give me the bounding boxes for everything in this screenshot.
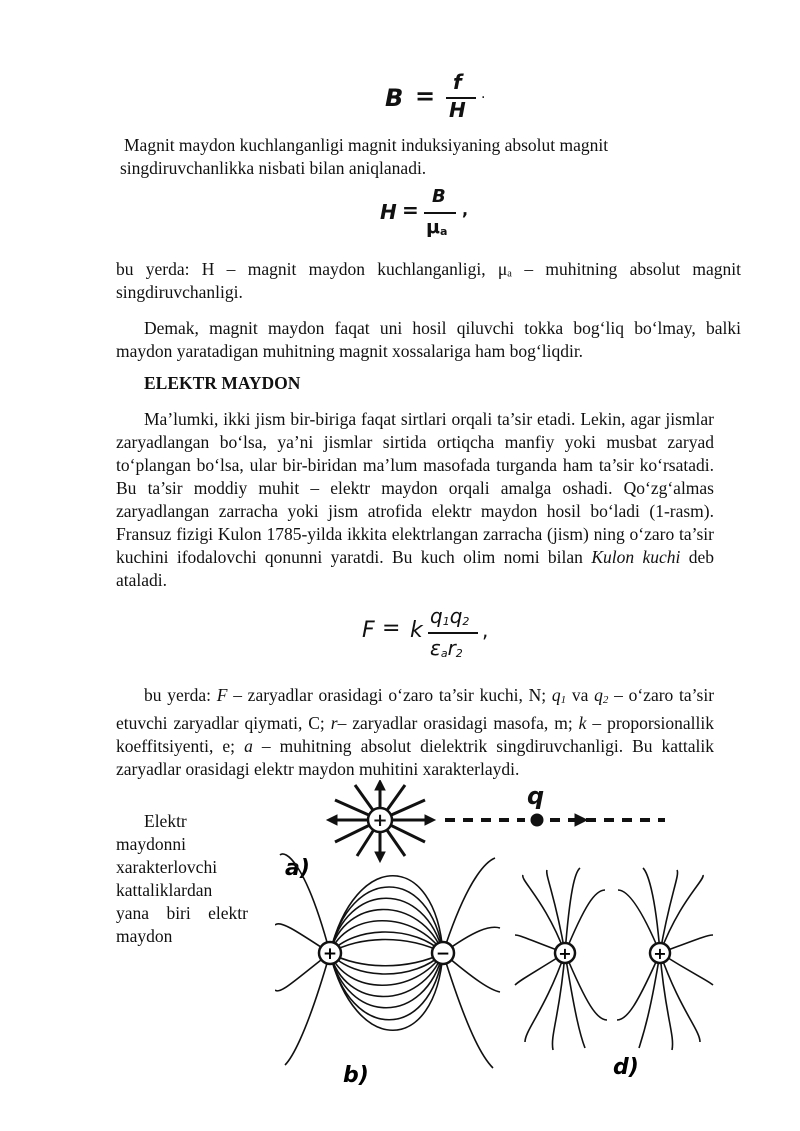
where2-q2-sub: 2	[602, 694, 609, 706]
figure-label-d: d)	[613, 1055, 639, 1080]
demak-paragraph: Demak, magnit maydon faqat uni hosil qiluvchi tokka bog‘liq bo‘lmay, balki maydon yaratadigan muhitning magnit xossalariga ham bog‘liqdir.	[116, 318, 741, 361]
formula3-q2-sub: 2	[462, 615, 470, 628]
formula3-r-sub: 2	[455, 647, 463, 660]
where-paragraph-1: bu yerda: H – magnit maydon kuchlanganligi, μₐ – muhitning absolut magnit singdiruvchanligi.	[116, 259, 741, 302]
where-paragraph-2	[116, 684, 714, 781]
where2-q2	[594, 685, 608, 705]
figure-d-plus-sign-left: +	[558, 944, 572, 963]
formula3-tail: ,	[482, 618, 489, 642]
where2-t5: – zaryadlar orasidagi masofa, m;	[337, 713, 573, 733]
formula3-denominator	[430, 636, 463, 660]
formula3-k: k	[410, 618, 423, 643]
figure-label-b: b)	[343, 1063, 369, 1088]
formula3-r: r	[447, 636, 456, 660]
section-heading: ELEKTR MAYDON	[144, 373, 301, 393]
formula2-numerator: B	[432, 186, 446, 207]
elektr-text: Ma’lumki, ikki jism bir-biriga faqat sirtlari orqali ta’sir etadi. Lekin, agar jismlar zaryadlangan bo‘lsa, ya’ni jismlar sirtida ortiqcha manfiy yoki musbat zaryad to‘plangan bo‘lsa, ular bir-biridan ma’lum masofada turganda ham ta’sir ko‘rsatadi. Bu ta’sir moddiy muhit – elektr maydon orqali amalga oshadi. Qo‘zg‘almas zaryadlangan zarracha yoki jism atrofida elektr maydon hosil bo‘ladi (1-rasm). Fransuz fizigi Kulon 1785-yilda ikkita elektrlangan zarracha (jism) ning o‘zaro ta’sir kuchini ifodalovchi qonunni yaratdi. Bu kuch olim nomi bilan	[116, 409, 714, 567]
where2-t2: – zaryadlar orasidagi o‘zaro ta’sir kuchi, N;	[233, 685, 547, 705]
figure-a-point-charge	[327, 780, 665, 862]
formula3-eq: =	[382, 616, 401, 641]
kulon-kuchi-term: Kulon kuchi	[591, 547, 681, 567]
formula2-mu-sub: a	[439, 225, 448, 238]
where2-a: a	[244, 736, 253, 756]
formula3-lhs: F	[362, 618, 375, 643]
where2-t6: – proporsionallik koeffitsiyenti, e;	[116, 713, 715, 756]
formula1-eq: =	[415, 82, 436, 110]
where2-q2-letter: q	[594, 685, 603, 705]
figure-d-like-charges	[515, 868, 713, 1050]
formula-b-equals-f-over-h	[385, 70, 505, 124]
figure-d-plus-sign-right: +	[653, 944, 667, 963]
formula2-fraction-bar	[424, 212, 456, 214]
where2-q1-letter: q	[551, 685, 561, 705]
formula3-fraction-bar	[428, 632, 478, 634]
where2-t7: – muhitning absolut dielektrik singdiruvchanligi. Bu kattalik zaryadlar orasidagi elektr maydon muhitini xarakterlaydi.	[116, 736, 715, 779]
elektr-paragraph	[116, 408, 714, 592]
where2-k: k	[578, 713, 587, 733]
intro-paragraph: Magnit maydon kuchlanganligi magnit induksiyaning absolut magnit singdiruvchanlikka nisbati bilan aniqlanadi.	[120, 135, 609, 178]
formula-coulomb	[362, 604, 502, 666]
electric-field-figure	[275, 780, 735, 1090]
formula3-epsilon-sub: a	[440, 647, 448, 660]
where2-q1	[552, 685, 566, 705]
formula3-epsilon: ε	[430, 636, 441, 660]
figure-label-a: a)	[285, 856, 310, 881]
formula2-mu: μ	[426, 216, 440, 238]
formula3-q1: q	[430, 604, 443, 628]
where2-t3: va	[571, 685, 589, 705]
where2-q1-sub: 1	[560, 694, 567, 706]
formula2-denominator	[426, 216, 447, 238]
formula2-lhs: H	[380, 200, 397, 224]
formula1-numerator: f	[453, 70, 462, 94]
where2-t1: bu yerda:	[144, 685, 211, 705]
formula3-q2: q	[449, 604, 463, 628]
elektr-text-end: deb ataladi.	[116, 547, 715, 590]
formula1-tail: .	[481, 86, 486, 102]
formula-h-equals-b-over-mu	[380, 186, 480, 246]
formula1-lhs: B	[385, 84, 404, 112]
figure-b-dipole	[275, 854, 500, 1068]
figure-b-plus-sign: +	[322, 944, 338, 964]
formula3-numerator	[430, 604, 469, 628]
figure-b-minus-sign: −	[435, 944, 451, 964]
where2-F: F	[216, 685, 228, 705]
where2-t4: – o‘zaro ta’sir etuvchi zaryadlar qiymati, C;	[116, 685, 715, 733]
formula2-tail: ,	[462, 200, 469, 219]
formula2-eq: =	[402, 198, 419, 222]
formula1-denominator: H	[449, 98, 466, 122]
where2-r: r	[330, 713, 338, 733]
figure-a-plus-sign: +	[372, 810, 388, 831]
formula3-q1-sub: 1	[442, 615, 450, 628]
figure-q-label: q	[527, 782, 545, 810]
side-paragraph: Elektr maydonni xarakterlovchi kattaliklardan yana biri elektr maydon	[116, 811, 248, 946]
